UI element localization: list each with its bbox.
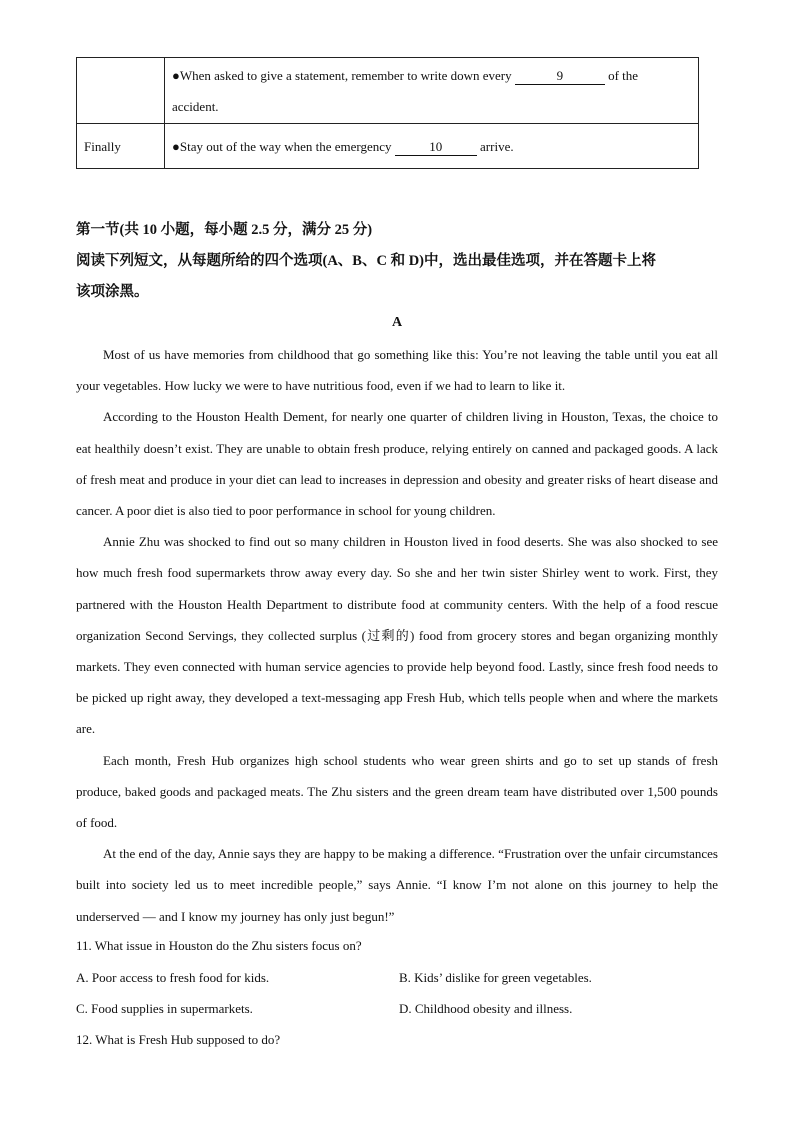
- question-12-stem: 12. What is Fresh Hub supposed to do?: [76, 1032, 281, 1047]
- step-label-finally: Finally: [84, 138, 121, 154]
- passage-paragraph: According to the Houston Health Dement, for nearly one quarter of children living in Houston, Texas, the choice to eat healthily doesn’t exist. They are unable to obtain fresh produce, relying entirely on canned and packaged goods. A lack of fresh meat and produce in your diet can lead to increases in depression and obesity and greater risks of heart disease and cancer. A poor diet is also tied to poor performance in school for young children.: [76, 409, 718, 519]
- question-11-option-c: C. Food supplies in supermarkets.: [76, 1001, 253, 1016]
- table-cell-step: [77, 124, 165, 169]
- question-11-option-a: A. Poor access to fresh food for kids.: [76, 970, 270, 985]
- section-heading-line3: 该项涂黑。: [76, 284, 149, 300]
- passage-body: [76, 339, 718, 932]
- steps-table: [76, 57, 699, 169]
- row2-text-before: ●Stay out of the way when the emergency: [172, 138, 392, 154]
- blank-9: 9: [515, 68, 605, 85]
- question-11-stem: 11. What issue in Houston do the Zhu sisters focus on?: [76, 938, 362, 953]
- table-row: [77, 124, 699, 169]
- table-cell-content: [165, 58, 699, 124]
- row2-text-after: arrive.: [480, 138, 514, 154]
- section-heading-line1: 第一节(共 10 小题，每小题 2.5 分，满分 25 分): [76, 222, 373, 238]
- passage-paragraph: At the end of the day, Annie says they are happy to be making a difference. “Frustration over the unfair circumstances built into society led us to meet incredible people,” says Annie. “I know I’m not alone on this journey to help the underserved — and I know my journey has only just begun!”: [76, 846, 718, 924]
- passage-title: A: [391, 315, 403, 330]
- table-cell-content: [165, 124, 699, 169]
- table-row: [77, 58, 699, 124]
- blank-10: 10: [395, 139, 477, 156]
- row1-text-line2: accident.: [172, 99, 219, 114]
- row1-text-before: ●When asked to give a statement, remember to write down every: [172, 68, 512, 83]
- section-heading: [76, 215, 721, 308]
- row1-text-after: of the: [608, 68, 639, 83]
- passage-paragraph: Annie Zhu was shocked to find out so many children in Houston lived in food deserts. She was also shocked to see how much fresh food supermarkets throw away every day. So she and her twin sister Shirley went to work. First, they partnered with the Houston Health Department to distribute food at community centers. With the help of a food rescue organization Second Servings, they collected surplus (过剩的) food from grocery stores and began organizing monthly markets. They even connected with human service agencies to provide help beyond food. Lastly, since fresh food needs to be picked up right away, they developed a text-messaging app Fresh Hub, which tells people when and where the markets are.: [76, 534, 718, 737]
- table-cell-step: [77, 58, 165, 124]
- section-heading-line2: 阅读下列短文，从每题所给的四个选项(A、B、C 和 D)中，选出最佳选项，并在答题卡上将: [76, 253, 656, 269]
- question-11-option-b: B. Kids’ dislike for green vegetables.: [399, 970, 592, 985]
- question-11-option-d: D. Childhood obesity and illness.: [399, 1001, 573, 1016]
- passage-paragraph: Each month, Fresh Hub organizes high school students who wear green shirts and go to set up stands of fresh produce, baked goods and packaged meats. The Zhu sisters and the green dream team have distributed over 1,500 pounds of food.: [76, 752, 718, 831]
- passage-paragraph: Most of us have memories from childhood that go something like this: You’re not leaving the table until you eat all your vegetables. How lucky we were to have nutritious food, even if we had to learn to like it.: [76, 347, 718, 394]
